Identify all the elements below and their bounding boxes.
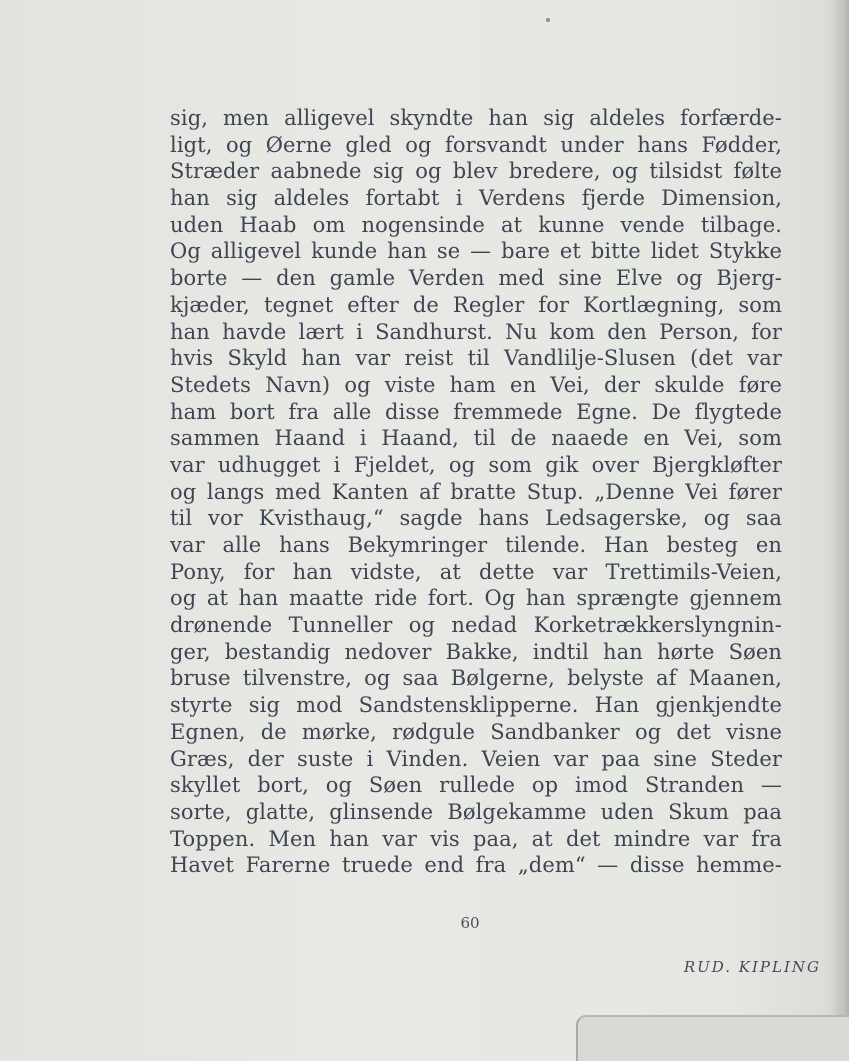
next-page-corner bbox=[576, 1015, 849, 1061]
text-line: Stræder aabnede sig og blev bredere, og tilsidst følte bbox=[170, 159, 782, 184]
text-line: Havet Farerne truede end fra „dem“ — disse hemme- bbox=[170, 853, 782, 878]
text-line: ham bort fra alle disse fremmede Egne. De flygtede bbox=[170, 399, 782, 424]
footer-author: RUD. KIPLING bbox=[683, 958, 821, 976]
text-line: var udhugget i Fjeldet, og som gik over Bjergkløfter bbox=[170, 452, 782, 477]
page-number: 60 bbox=[460, 914, 480, 932]
text-line: hvis Skyld han var reist til Vandlilje-Slusen (det var bbox=[170, 346, 782, 371]
text-line: ger, bestandig nedover Bakke, indtil han hørte Søen bbox=[170, 639, 782, 664]
text-line: han sig aldeles fortabt i Verdens fjerde Dimension, bbox=[170, 186, 782, 211]
text-line: og at han maatte ride fort. Og han sprængte gjennem bbox=[170, 586, 782, 611]
text-line: uden Haab om nogensinde at kunne vende tilbage. bbox=[170, 212, 782, 237]
text-line: skyllet bort, og Søen rullede op imod Stranden — bbox=[170, 773, 782, 798]
text-line: til vor Kvisthaug,“ sagde hans Ledsagerske, og saa bbox=[170, 506, 782, 531]
text-line: bruse tilvenstre, og saa Bølgerne, belyste af Maanen, bbox=[170, 666, 782, 691]
text-line: Græs, der suste i Vinden. Veien var paa sine Steder bbox=[170, 746, 782, 771]
text-line: Toppen. Men han var vis paa, at det mindre var fra bbox=[170, 826, 782, 851]
text-line: ligt, og Øerne gled og forsvandt under hans Fødder, bbox=[170, 132, 782, 157]
print-speck bbox=[546, 18, 550, 22]
text-line: sig, men alligevel skyndte han sig aldeles forfærde- bbox=[170, 106, 782, 130]
text-line: Pony, for han vidste, at dette var Trettimils-Veien, bbox=[170, 559, 782, 584]
text-line: Stedets Navn) og viste ham en Vei, der skulde føre bbox=[170, 372, 782, 397]
text-line: kjæder, tegnet efter de Regler for Kortlægning, som bbox=[170, 292, 782, 317]
text-line: sammen Haand i Haand, til de naaede en Vei, som bbox=[170, 426, 782, 451]
text-line: Egnen, de mørke, rødgule Sandbanker og det visne bbox=[170, 719, 782, 744]
text-line: sorte, glatte, glinsende Bølgekamme uden Skum paa bbox=[170, 799, 782, 824]
body-text bbox=[170, 105, 782, 879]
text-line: og langs med Kanten af bratte Stup. „Denne Vei fører bbox=[170, 479, 782, 504]
text-line: drønende Tunneller og nedad Korketrækkerslyngnin- bbox=[170, 613, 782, 638]
text-line: borte — den gamle Verden med sine Elve og Bjerg- bbox=[170, 266, 782, 291]
spine-shadow bbox=[833, 0, 849, 1059]
text-line: styrte sig mod Sandstensklipperne. Han gjenkjendte bbox=[170, 693, 782, 718]
text-line: var alle hans Bekymringer tilende. Han besteg en bbox=[170, 533, 782, 557]
text-line: Og alligevel kunde han se — bare et bitte lidet Stykke bbox=[170, 239, 782, 264]
text-line: han havde lært i Sandhurst. Nu kom den Person, for bbox=[170, 319, 782, 344]
